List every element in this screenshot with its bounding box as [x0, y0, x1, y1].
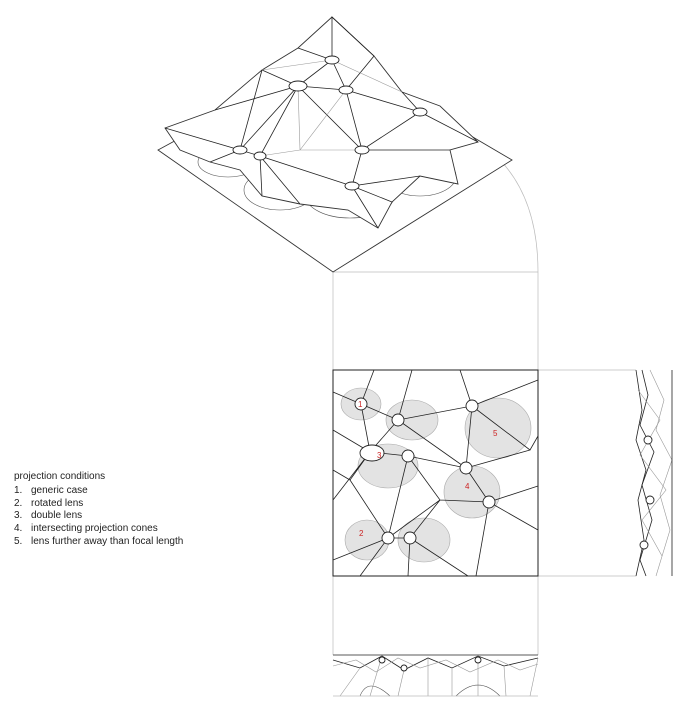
legend-item-label: double lens	[31, 510, 83, 522]
legend-item-number: 3.	[14, 510, 23, 522]
front-elevation	[333, 655, 538, 696]
legend-item-number: 4.	[14, 523, 23, 535]
isometric-view	[158, 17, 512, 272]
legend-title: projection conditions	[14, 471, 106, 482]
projection-conditions-legend	[14, 471, 183, 549]
legend-item	[14, 498, 183, 511]
legend-item-label: intersecting projection cones	[31, 523, 158, 535]
legend-item-label: rotated lens	[31, 497, 84, 509]
legend-item-number: 5.	[14, 535, 23, 547]
legend-item-number: 1.	[14, 484, 23, 496]
marker-1: 1	[358, 400, 363, 409]
side-elevation	[538, 370, 672, 576]
marker-2: 2	[359, 529, 364, 538]
plan-view	[333, 370, 538, 576]
marker-3: 3	[377, 451, 382, 460]
legend-item	[14, 523, 183, 536]
marker-5: 5	[493, 429, 498, 438]
marker-4: 4	[465, 482, 470, 491]
legend-item-label: lens further away than focal length	[31, 535, 184, 547]
legend-item	[14, 510, 183, 523]
legend-item	[14, 536, 183, 549]
legend-item	[14, 485, 183, 498]
legend-item-number: 2.	[14, 497, 23, 509]
legend-item-label: generic case	[31, 484, 88, 496]
